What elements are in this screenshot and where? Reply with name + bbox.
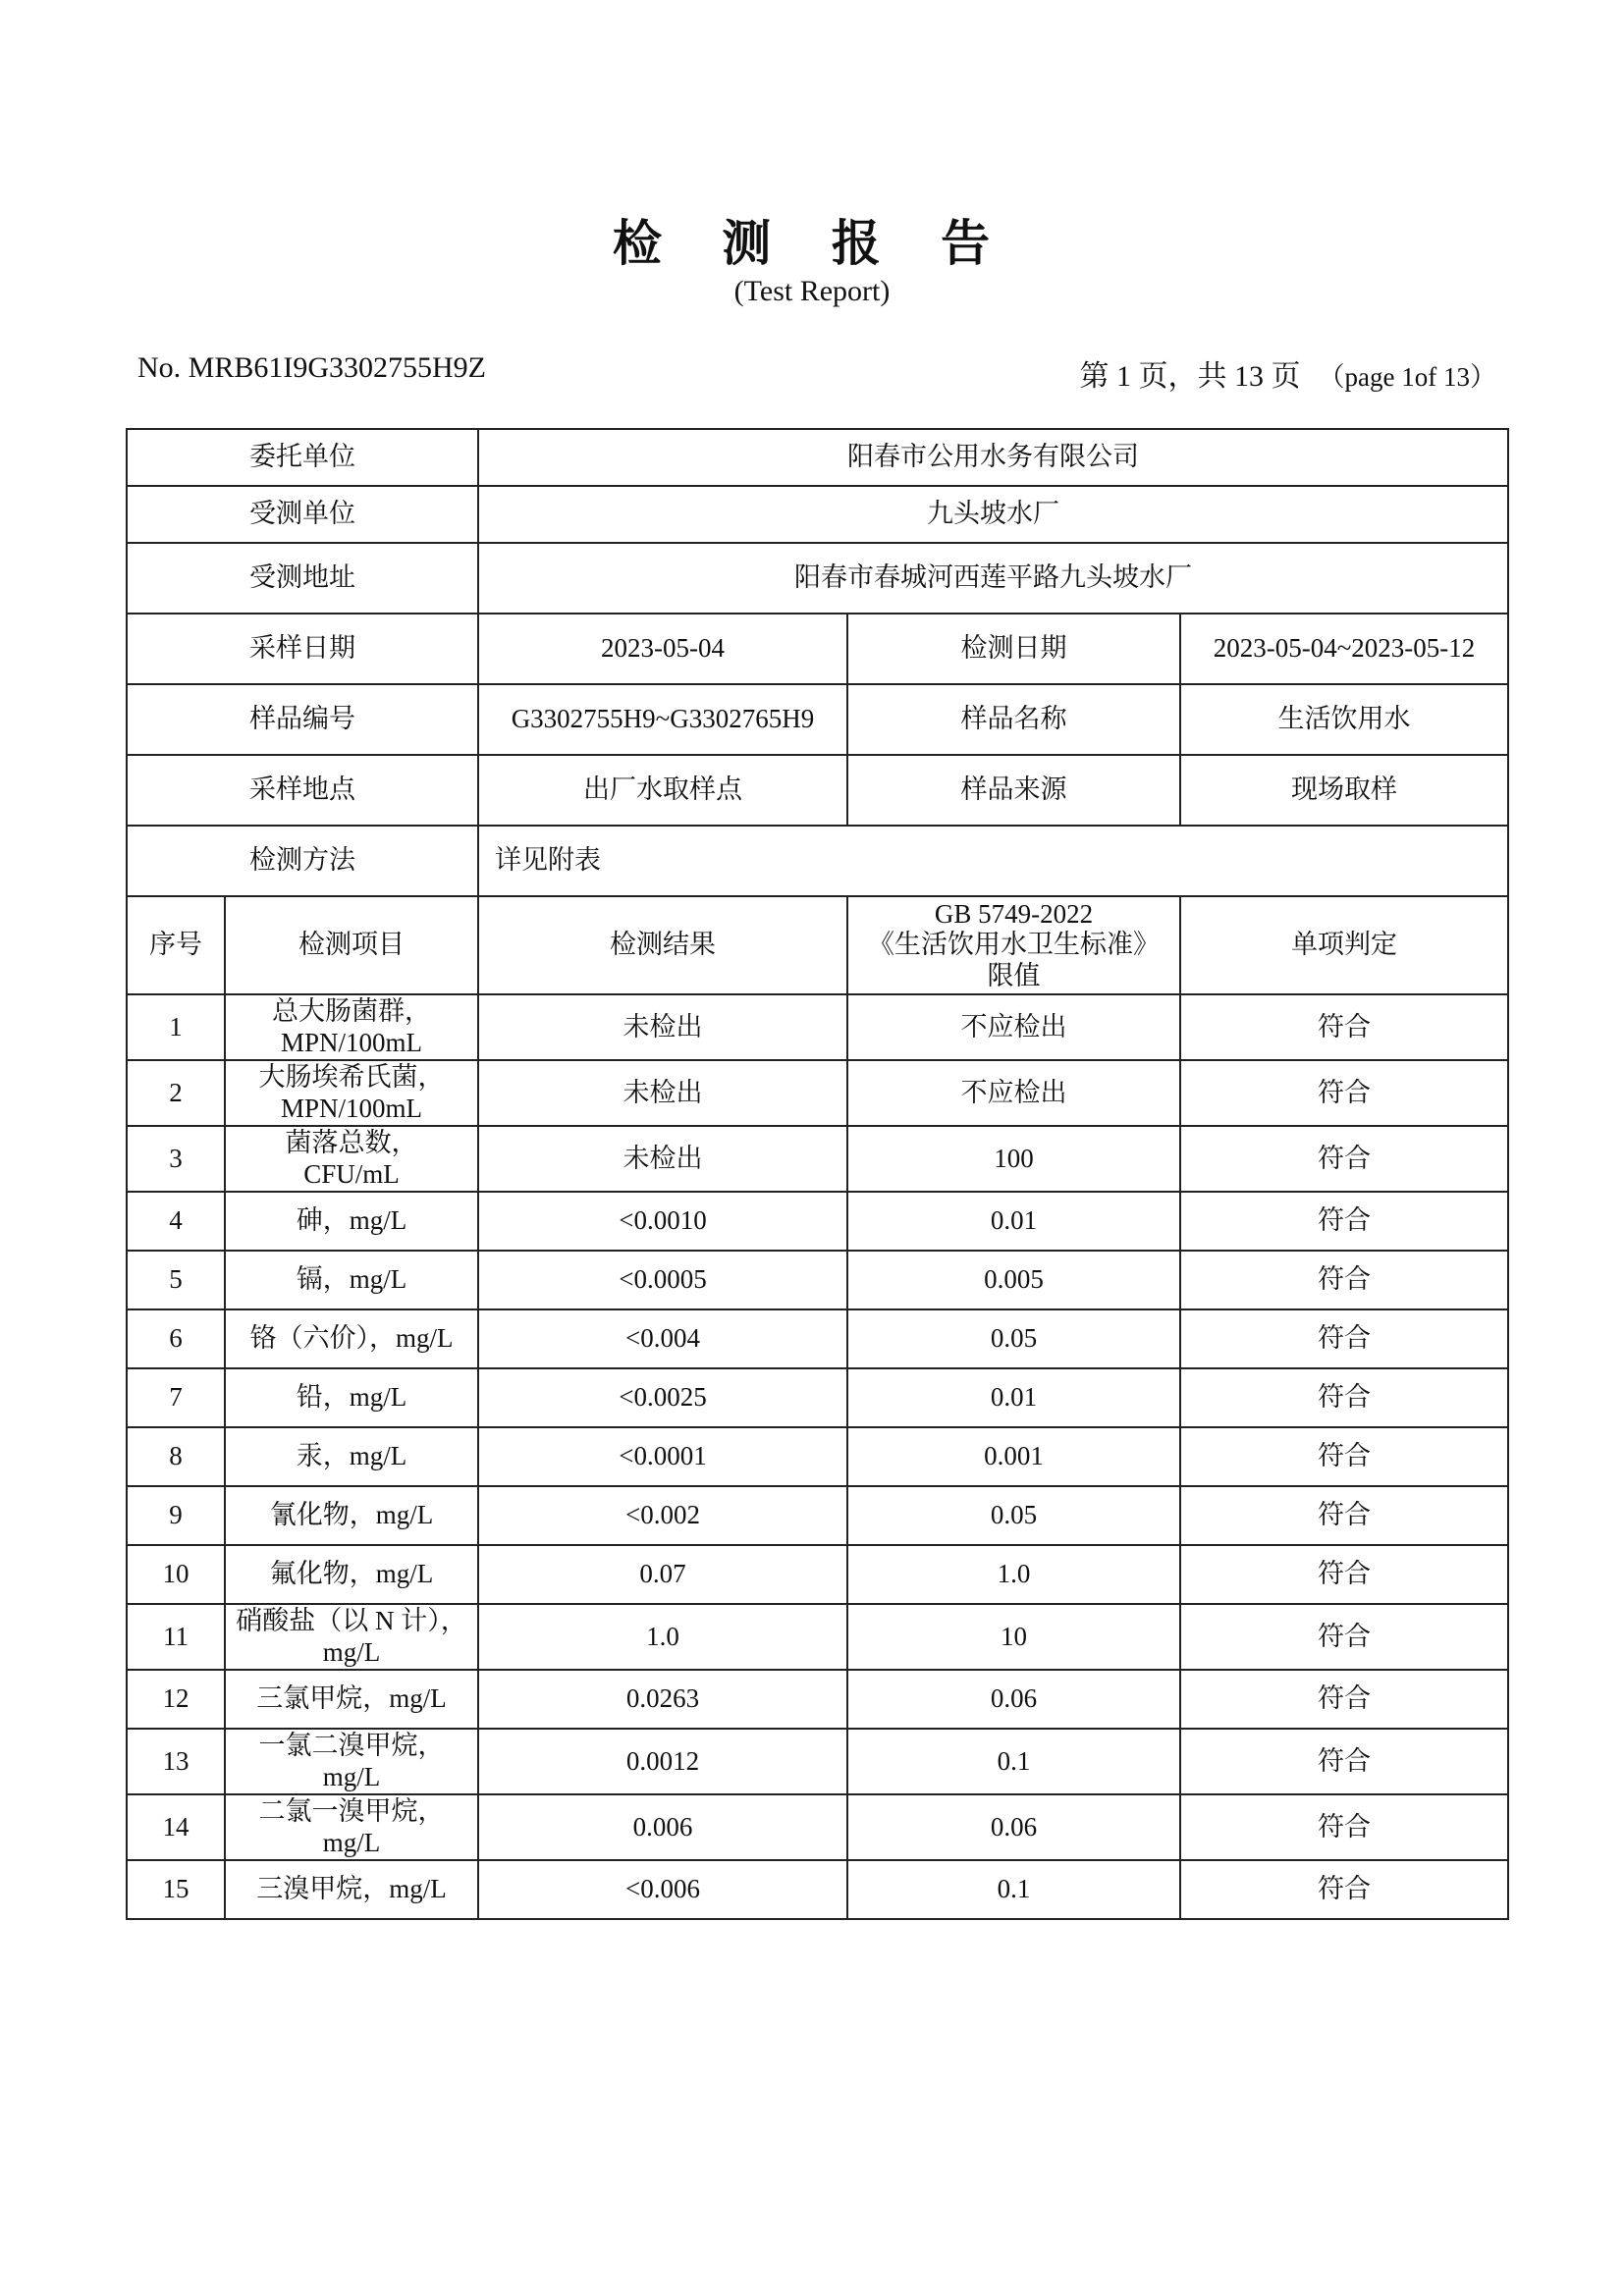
sampling-date-value: 2023-05-04 [478,614,847,684]
col-judgment-header: 单项判定 [1180,896,1508,994]
row-result: 0.07 [478,1545,847,1604]
sample-source-value: 现场取样 [1180,755,1508,826]
row-item [225,1192,478,1251]
row-item [225,1368,478,1427]
method-value: 详见附表 [478,826,1508,896]
column-header-row [127,896,1508,994]
row-seq: 10 [127,1545,225,1604]
report-subtitle: (Test Report) [733,275,891,307]
row-result: <0.0010 [478,1192,847,1251]
row-seq: 12 [127,1670,225,1729]
row-seq: 11 [127,1604,225,1670]
sample-no-value: G3302755H9~G3302765H9 [478,684,847,755]
sample-source-label: 样品来源 [847,755,1180,826]
row-item [225,1860,478,1919]
table-row [127,1729,1508,1794]
sample-name-label: 样品名称 [847,684,1180,755]
row-judgment: 符合 [1180,1604,1508,1670]
row-item [225,1427,478,1486]
sample-name-value: 生活饮用水 [1180,684,1508,755]
table-row [127,1368,1508,1427]
row-judgment: 符合 [1180,1545,1508,1604]
row-limit: 不应检出 [847,1060,1180,1126]
row-result: 未检出 [478,1126,847,1192]
row-result: <0.0005 [478,1251,847,1309]
sampling-site-value: 出厂水取样点 [478,755,847,826]
row-limit: 0.05 [847,1486,1180,1545]
row-item-line1: 铅，mg/L [296,1382,407,1413]
limit-header-line3: 限值 [987,960,1041,990]
report-title: 检 测 报 告 [612,215,1012,272]
row-judgment: 符合 [1180,1060,1508,1126]
table-row [127,1309,1508,1368]
sample-row [127,684,1508,755]
row-result: 未检出 [478,1060,847,1126]
method-row [127,826,1508,896]
row-seq: 7 [127,1368,225,1427]
client-row [127,429,1508,486]
row-item-line2: CFU/mL [303,1158,400,1189]
col-item-header: 检测项目 [225,896,478,994]
row-judgment: 符合 [1180,1126,1508,1192]
table-row [127,1604,1508,1670]
row-limit: 0.005 [847,1251,1180,1309]
row-judgment: 符合 [1180,1192,1508,1251]
row-item [225,1251,478,1309]
row-item-line1: 硝酸盐（以 N 计）， [236,1606,467,1636]
row-seq: 3 [127,1126,225,1192]
row-seq: 2 [127,1060,225,1126]
row-result: <0.004 [478,1309,847,1368]
col-seq-header: 序号 [127,896,225,994]
table-row [127,1251,1508,1309]
table-row [127,1545,1508,1604]
table-row [127,1486,1508,1545]
tested-unit-row [127,486,1508,543]
row-limit: 0.06 [847,1670,1180,1729]
report-number: No. MRB61I9G3302755H9Z [137,351,487,384]
limit-header-line1: GB 5749-2022 [934,899,1094,930]
row-seq: 5 [127,1251,225,1309]
row-result: 1.0 [478,1604,847,1670]
row-seq: 6 [127,1309,225,1368]
client-label: 委托单位 [127,429,478,486]
row-seq: 4 [127,1192,225,1251]
row-item-line1: 三氯甲烷，mg/L [256,1683,447,1714]
col-limit-header [847,896,1180,994]
method-label: 检测方法 [127,826,478,896]
row-result: 未检出 [478,994,847,1060]
row-seq: 14 [127,1794,225,1860]
row-limit: 不应检出 [847,994,1180,1060]
row-item [225,1729,478,1794]
row-seq: 9 [127,1486,225,1545]
row-item-line2: mg/L [322,1636,381,1667]
address-label: 受测地址 [127,543,478,614]
test-date-value: 2023-05-04~2023-05-12 [1180,614,1508,684]
row-judgment: 符合 [1180,1860,1508,1919]
table-row [127,1192,1508,1251]
row-result: 0.0012 [478,1729,847,1794]
row-judgment: 符合 [1180,1670,1508,1729]
table-row [127,1794,1508,1860]
page-info-cn: 第 1 页，共 13 页 [1079,360,1301,393]
row-item [225,1794,478,1860]
page-info [1080,351,1496,395]
row-limit: 0.1 [847,1860,1180,1919]
site-row [127,755,1508,826]
row-seq: 15 [127,1860,225,1919]
row-item-line1: 大肠埃希氏菌， [258,1062,445,1093]
row-item-line1: 氟化物，mg/L [269,1559,434,1589]
row-item-line2: MPN/100mL [280,1027,423,1057]
row-judgment: 符合 [1180,1251,1508,1309]
row-item-line1: 铬（六价），mg/L [249,1323,454,1354]
address-row [127,543,1508,614]
row-limit: 0.01 [847,1368,1180,1427]
row-item-line1: 氰化物，mg/L [269,1500,434,1530]
row-seq: 8 [127,1427,225,1486]
sampling-site-label: 采样地点 [127,755,478,826]
row-item-line1: 一氯二溴甲烷， [258,1731,445,1761]
address-value: 阳春市春城河西莲平路九头坡水厂 [478,543,1508,614]
row-item-line1: 砷，mg/L [296,1205,407,1236]
row-item-line1: 二氯一溴甲烷， [258,1796,445,1827]
row-item [225,1309,478,1368]
table-row [127,1427,1508,1486]
page-info-en: （page 1of 13） [1318,362,1496,392]
row-item [225,1486,478,1545]
table-row [127,1060,1508,1126]
row-judgment: 符合 [1180,1794,1508,1860]
row-judgment: 符合 [1180,1309,1508,1368]
row-limit: 100 [847,1126,1180,1192]
row-item [225,1545,478,1604]
row-result: <0.002 [478,1486,847,1545]
row-item-line1: 菌落总数， [285,1128,418,1158]
row-item-line2: mg/L [322,1827,381,1857]
row-judgment: 符合 [1180,1486,1508,1545]
row-result: 0.006 [478,1794,847,1860]
row-item-line1: 总大肠菌群， [272,996,431,1027]
row-limit: 0.01 [847,1192,1180,1251]
table-row [127,994,1508,1060]
row-result: 0.0263 [478,1670,847,1729]
row-item-line2: mg/L [322,1761,381,1791]
test-date-label: 检测日期 [847,614,1180,684]
client-value: 阳春市公用水务有限公司 [478,429,1508,486]
row-item-line1: 汞，mg/L [296,1441,407,1471]
row-item [225,994,478,1060]
table-row [127,1126,1508,1192]
row-item [225,1670,478,1729]
row-seq: 1 [127,994,225,1060]
row-item-line2: MPN/100mL [280,1093,423,1123]
row-item [225,1126,478,1192]
table-row [127,1670,1508,1729]
row-judgment: 符合 [1180,994,1508,1060]
row-limit: 0.1 [847,1729,1180,1794]
row-item-line1: 镉，mg/L [296,1264,407,1295]
row-item [225,1604,478,1670]
row-judgment: 符合 [1180,1368,1508,1427]
col-result-header: 检测结果 [478,896,847,994]
row-item [225,1060,478,1126]
row-judgment: 符合 [1180,1427,1508,1486]
limit-header-line2: 《生活饮用水卫生标准》 [868,930,1160,960]
row-judgment: 符合 [1180,1729,1508,1794]
row-seq: 13 [127,1729,225,1794]
tested-unit-label: 受测单位 [127,486,478,543]
report-table [126,428,1509,1920]
row-result: <0.006 [478,1860,847,1919]
row-limit: 1.0 [847,1545,1180,1604]
table-row [127,1860,1508,1919]
row-limit: 0.001 [847,1427,1180,1486]
sampling-date-label: 采样日期 [127,614,478,684]
row-limit: 0.06 [847,1794,1180,1860]
sample-no-label: 样品编号 [127,684,478,755]
row-result: <0.0025 [478,1368,847,1427]
row-result: <0.0001 [478,1427,847,1486]
row-limit: 10 [847,1604,1180,1670]
row-item-line1: 三溴甲烷，mg/L [256,1874,447,1904]
date-row [127,614,1508,684]
tested-unit-value: 九头坡水厂 [478,486,1508,543]
row-limit: 0.05 [847,1309,1180,1368]
